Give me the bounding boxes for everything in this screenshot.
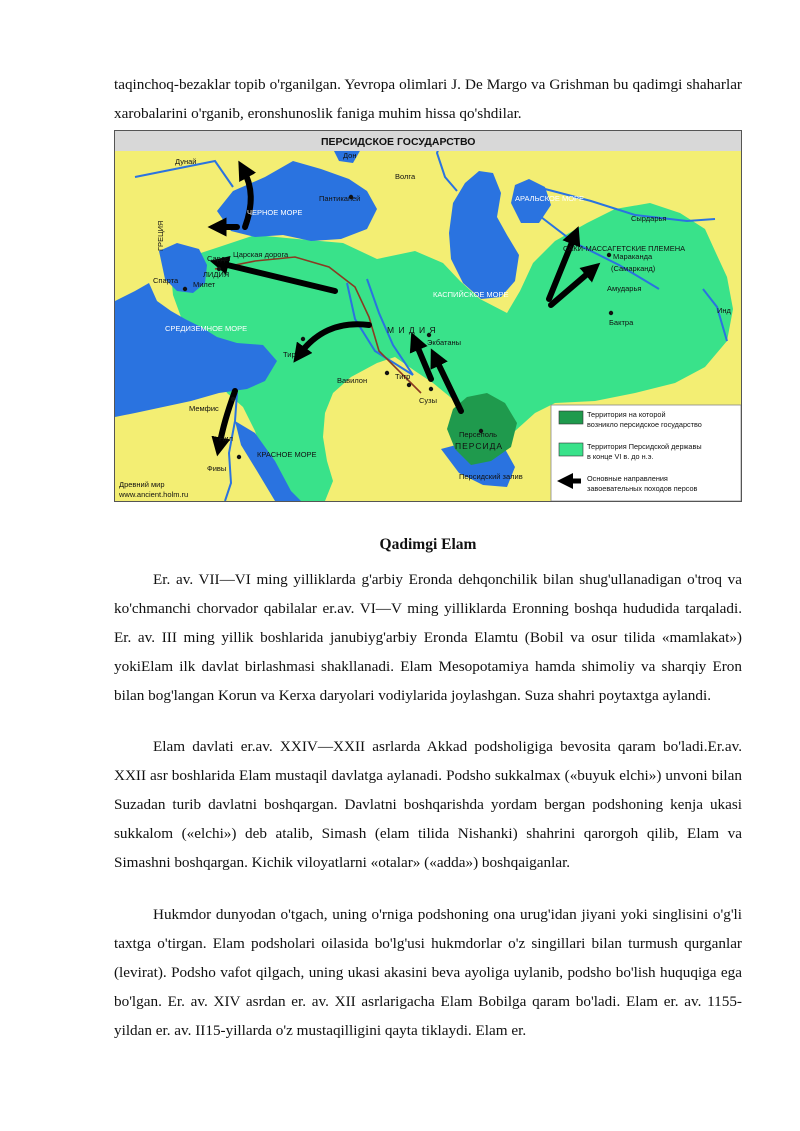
- legend-empire-line2: в конце VI в. до н.э.: [587, 452, 654, 461]
- paragraph-3: Hukmdor dunyodan o'tgach, uning o'rniga podshoning ona urug'idan jiyani yoki singlisini o'g'li taxtga o'tirgan. Elam podsholari oilasida bo'lg'usi hukmdorlar o'z singillari bilan turmush qurganlar (levirat). Podsho vafot qilgach, uning ukasi akasini beva ayoliga uylanib, podsho bo'lish huquqiga ega bo'lgan. Er. av. XIV asrdan er. av. XII asrlarigacha Elam Bobilga qaram bo'ladi. Elam er. av. 1155-yildan er. av. II15-yillarda o'z mustaqilligini qayta tiklaydi. Elam er.: [114, 906, 742, 1039]
- legend-arrows-line2: завоевательных походов персов: [587, 484, 698, 493]
- label-sredizemnoe-more: СРЕДИЗЕМНОЕ МОРЕ: [165, 324, 248, 333]
- label-tigr: Тигр: [395, 372, 411, 381]
- legend-swatch-core: [559, 411, 583, 424]
- label-saki: САКИ-МАССАГЕТСКИЕ ПЛЕМЕНА: [563, 244, 686, 253]
- label-marakanda: Мараканда: [613, 252, 653, 261]
- map-credit-title: Древний мир: [119, 480, 165, 489]
- map-credit-url: www.ancient.holm.ru: [119, 490, 189, 499]
- label-samarkand: (Самарканд): [611, 264, 656, 273]
- section-title: Qadimgi Elam: [379, 536, 477, 553]
- label-pantikapei: Пантикапей: [319, 194, 361, 203]
- label-sardy: Сарды: [207, 254, 231, 263]
- label-amudarya: Амударья: [607, 284, 642, 293]
- label-suzy: Сузы: [419, 396, 437, 405]
- legend-empire-line1: Территория Персидской державы: [587, 442, 702, 451]
- legend-core-line2: возникло персидское государство: [587, 420, 702, 429]
- label-tir: Тир: [283, 350, 296, 359]
- label-memfis: Мемфис: [189, 404, 219, 413]
- label-kaspiyskoe-more: КАСПИЙСКОЕ МОРЕ: [433, 290, 509, 299]
- label-dunay: Дунай: [175, 157, 197, 166]
- legend-arrows-line1: Основные направления: [587, 474, 668, 483]
- label-chernoe-more: ЧЕРНОЕ МОРЕ: [247, 208, 303, 217]
- persian-empire-map: [114, 130, 742, 502]
- label-don: Дон: [343, 151, 357, 160]
- label-lidiya: ЛИДИЯ: [203, 270, 230, 279]
- label-aralskoe-more: АРАЛЬСКОЕ МОРЕ: [515, 194, 585, 203]
- label-ekbatany: Экбатаны: [427, 338, 462, 347]
- map-legend: [551, 405, 741, 501]
- intro-paragraph: taqinchoq-bezaklar topib o'rganilgan. Yevropa olimlari J. De Margo va Grishman bu qadimgi shaharlar xarobalarini o'rganib, eronshunoslik faniga muhim hissa qo'shdilar.: [114, 76, 742, 122]
- paragraph-1: Er. av. VII—VI ming yilliklarda g'arbiy Eronda dehqonchilik bilan shug'ullanadigan o'troq va ko'chmanchi chorvador qabilalar er.av. VI—V ming yilliklarda Eronning boshqa hududida tarqaladi. Er. av. III ming yillik boshlarida janubiyg'arbiy Eronda Elamtu (Bobil va osur tilida «mamlakat») yokiElam ilk davlat birlashmasi shakllanadi. Elam Mesopotamiya hamda shimoliy va sharqiy Eron bilan bog'langan Korun va Kerxa daryolari vodiylarida joylashgan. Suza shahri poytaxtga aylandi.: [114, 571, 742, 704]
- label-baktra: Бактра: [609, 318, 634, 327]
- label-fivy: Фивы: [207, 464, 227, 473]
- label-persidskiy-zaliv: Персидский залив: [459, 472, 523, 481]
- label-ind: Инд: [717, 306, 731, 315]
- legend-core-line1: Территория на которой: [587, 410, 666, 419]
- map-title: ПЕРСИДСКОЕ ГОСУДАРСТВО: [321, 136, 476, 148]
- legend-swatch-empire: [559, 443, 583, 456]
- label-tsarskaya-doroga: Царская дорога: [233, 250, 289, 259]
- label-vavilon: Вавилон: [337, 376, 368, 385]
- label-krasnoe-more: КРАСНОЕ МОРЕ: [257, 450, 317, 459]
- label-volga: Волга: [395, 172, 416, 181]
- paragraph-2: Elam davlati er.av. XXIV—XXII asrlarda Akkad podsholigiga bevosita qaram bo'ladi.Er.av. XXII asr boshlarida Elam mustaqil davlatga aylanadi. Podsho sukkalmax («buyuk elchi») unvoni bilan Suzadan turib davlatni boshqargan. Davlatni boshqarishda yordam bergan podshoning kenja ukasi sukkalom («elchi») deb atalib, Simash (elam tilida Nishanki) shahrini qarorgoh qilib, Elam va Simashni boshqargan. Kichik viloyatlarni «otalar» («adda») boshqaiganlar.: [114, 738, 742, 871]
- label-nil: Нил: [219, 434, 233, 443]
- label-sparta: Спарта: [153, 276, 179, 285]
- label-gretsiya: ГРЕЦИЯ: [156, 220, 165, 251]
- label-miletus: Милет: [193, 280, 216, 289]
- label-midiya: М И Д И Я: [387, 325, 437, 335]
- label-syrdarya: Сырдарья: [631, 214, 667, 223]
- label-persida: ПЕРСИДА: [455, 441, 504, 451]
- label-persepol: Персеполь: [459, 430, 498, 439]
